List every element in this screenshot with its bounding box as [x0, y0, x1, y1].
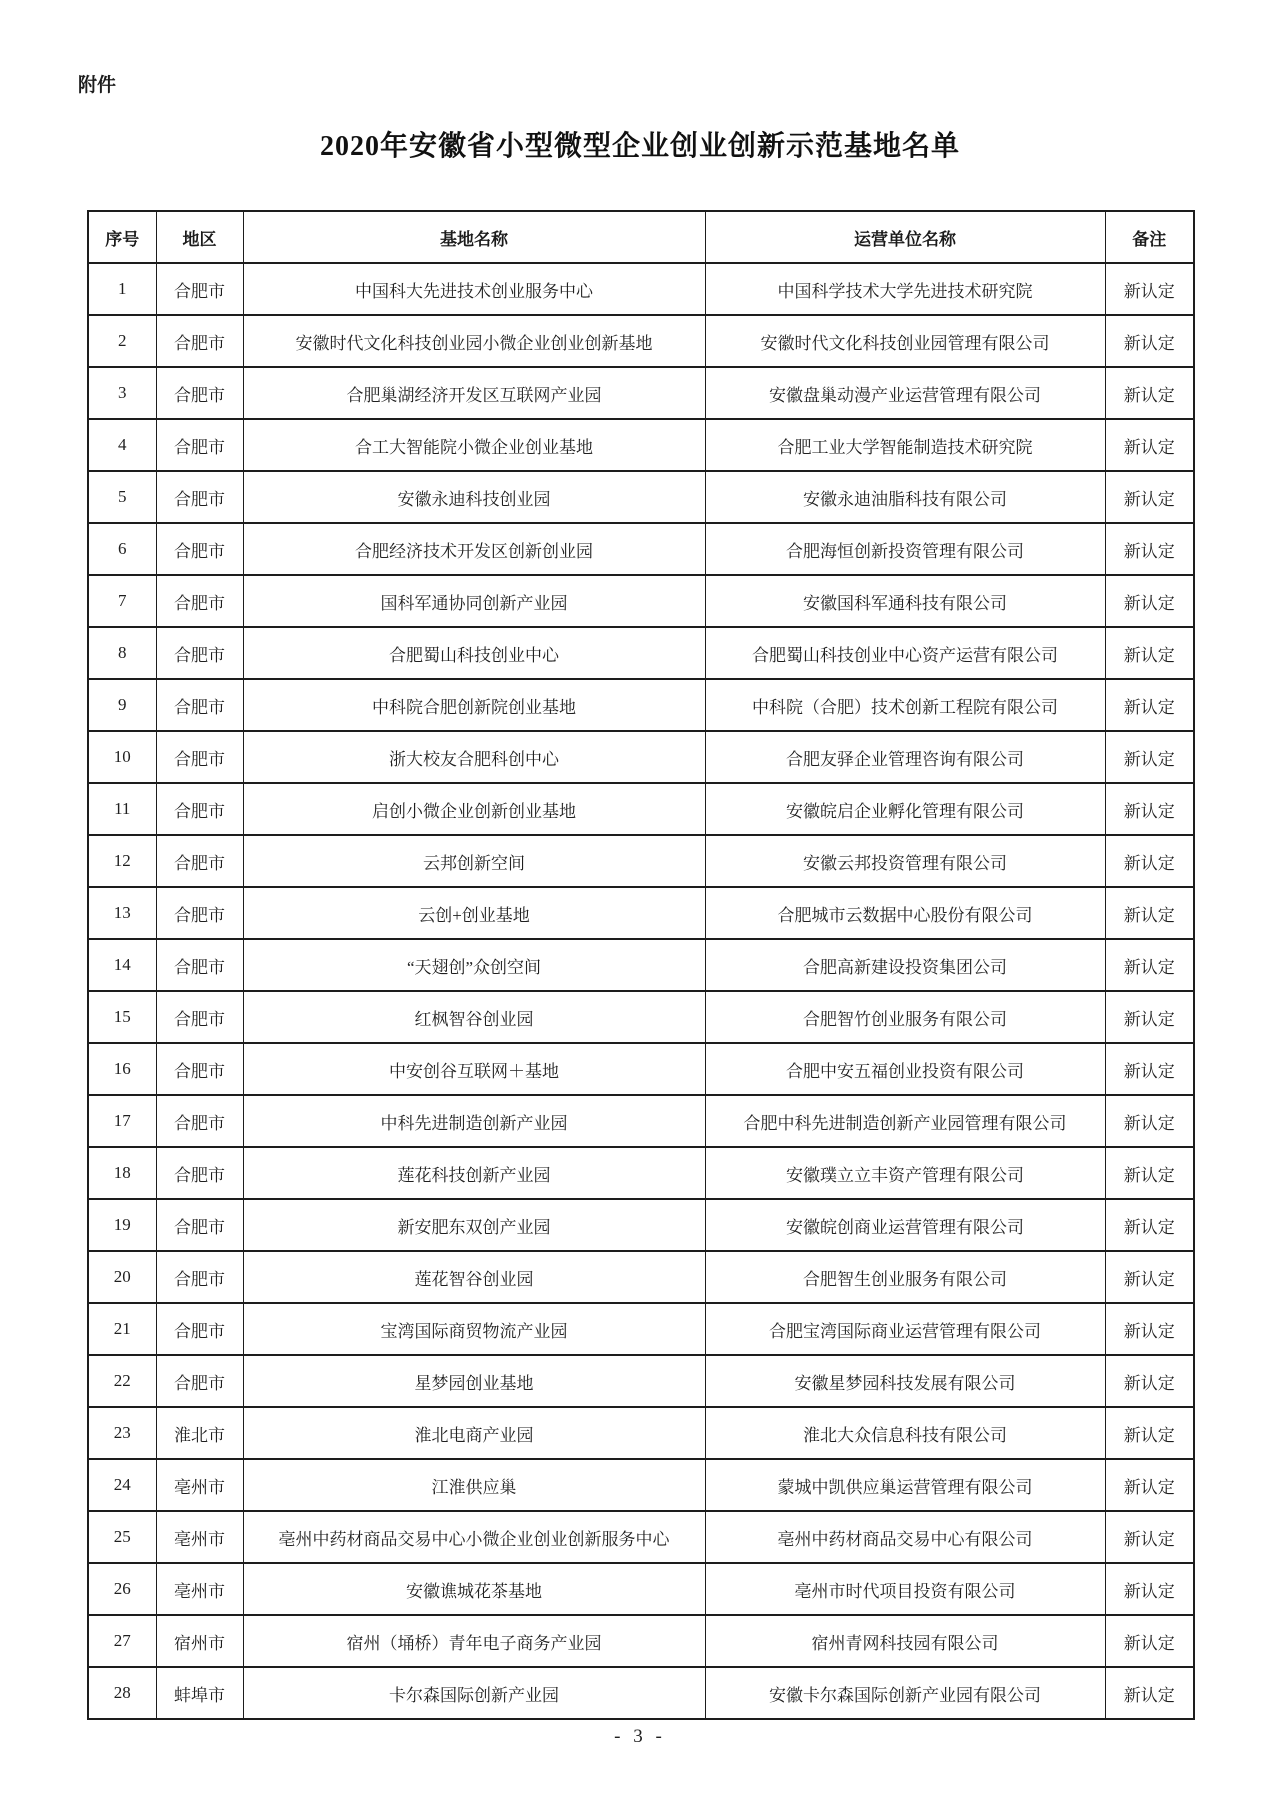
cell-remark: 新认定: [1105, 1459, 1194, 1511]
cell-operator: 安徽永迪油脂科技有限公司: [705, 471, 1105, 523]
cell-base-name: 莲花智谷创业园: [243, 1251, 705, 1303]
cell-base-name: “天翅创”众创空间: [243, 939, 705, 991]
cell-operator: 合肥城市云数据中心股份有限公司: [705, 887, 1105, 939]
cell-region: 合肥市: [156, 991, 243, 1043]
table-row: [88, 1407, 1194, 1459]
cell-remark: 新认定: [1105, 263, 1194, 315]
cell-index: 7: [88, 575, 156, 627]
cell-base-name: 合工大智能院小微企业创业基地: [243, 419, 705, 471]
cell-remark: 新认定: [1105, 1043, 1194, 1095]
table-row: [88, 991, 1194, 1043]
cell-operator: 中科院（合肥）技术创新工程院有限公司: [705, 679, 1105, 731]
cell-operator: 安徽卡尔森国际创新产业园有限公司: [705, 1667, 1105, 1719]
cell-operator: 安徽盘巢动漫产业运营管理有限公司: [705, 367, 1105, 419]
cell-region: 合肥市: [156, 315, 243, 367]
table-row: [88, 1303, 1194, 1355]
cell-region: 合肥市: [156, 1199, 243, 1251]
cell-operator: 合肥智生创业服务有限公司: [705, 1251, 1105, 1303]
header-region: 地区: [156, 211, 243, 263]
cell-operator: 合肥中科先进制造创新产业园管理有限公司: [705, 1095, 1105, 1147]
cell-base-name: 江淮供应巢: [243, 1459, 705, 1511]
cell-index: 21: [88, 1303, 156, 1355]
cell-region: 合肥市: [156, 731, 243, 783]
cell-index: 10: [88, 731, 156, 783]
cell-region: 亳州市: [156, 1511, 243, 1563]
cell-base-name: 合肥经济技术开发区创新创业园: [243, 523, 705, 575]
cell-operator: 安徽国科军通科技有限公司: [705, 575, 1105, 627]
table-row: [88, 1095, 1194, 1147]
cell-index: 17: [88, 1095, 156, 1147]
cell-remark: 新认定: [1105, 627, 1194, 679]
cell-index: 20: [88, 1251, 156, 1303]
table-row: [88, 627, 1194, 679]
cell-index: 19: [88, 1199, 156, 1251]
cell-base-name: 云创+创业基地: [243, 887, 705, 939]
cell-base-name: 莲花科技创新产业园: [243, 1147, 705, 1199]
cell-region: 合肥市: [156, 1303, 243, 1355]
cell-index: 4: [88, 419, 156, 471]
cell-region: 合肥市: [156, 523, 243, 575]
cell-region: 合肥市: [156, 1355, 243, 1407]
cell-index: 23: [88, 1407, 156, 1459]
cell-operator: 安徽时代文化科技创业园管理有限公司: [705, 315, 1105, 367]
cell-base-name: 中科院合肥创新院创业基地: [243, 679, 705, 731]
table-row: [88, 315, 1194, 367]
table-row: [88, 679, 1194, 731]
table-row: [88, 523, 1194, 575]
cell-base-name: 宝湾国际商贸物流产业园: [243, 1303, 705, 1355]
table-row: [88, 1615, 1194, 1667]
cell-operator: 蒙城中凯供应巢运营管理有限公司: [705, 1459, 1105, 1511]
cell-index: 26: [88, 1563, 156, 1615]
cell-index: 16: [88, 1043, 156, 1095]
cell-remark: 新认定: [1105, 575, 1194, 627]
cell-operator: 淮北大众信息科技有限公司: [705, 1407, 1105, 1459]
cell-region: 合肥市: [156, 1043, 243, 1095]
table-row: [88, 263, 1194, 315]
cell-index: 5: [88, 471, 156, 523]
cell-region: 合肥市: [156, 679, 243, 731]
cell-remark: 新认定: [1105, 887, 1194, 939]
cell-remark: 新认定: [1105, 315, 1194, 367]
cell-base-name: 启创小微企业创新创业基地: [243, 783, 705, 835]
cell-index: 6: [88, 523, 156, 575]
cell-index: 24: [88, 1459, 156, 1511]
header-index: 序号: [88, 211, 156, 263]
cell-base-name: 红枫智谷创业园: [243, 991, 705, 1043]
cell-operator: 中国科学技术大学先进技术研究院: [705, 263, 1105, 315]
cell-index: 3: [88, 367, 156, 419]
cell-base-name: 中国科大先进技术创业服务中心: [243, 263, 705, 315]
table-row: [88, 575, 1194, 627]
cell-operator: 亳州中药材商品交易中心有限公司: [705, 1511, 1105, 1563]
cell-remark: 新认定: [1105, 419, 1194, 471]
cell-remark: 新认定: [1105, 1199, 1194, 1251]
base-list-table: [87, 210, 1195, 1720]
cell-base-name: 新安肥东双创产业园: [243, 1199, 705, 1251]
cell-base-name: 中科先进制造创新产业园: [243, 1095, 705, 1147]
header-remark: 备注: [1105, 211, 1194, 263]
cell-index: 27: [88, 1615, 156, 1667]
cell-operator: 安徽云邦投资管理有限公司: [705, 835, 1105, 887]
cell-remark: 新认定: [1105, 1303, 1194, 1355]
cell-operator: 安徽星梦园科技发展有限公司: [705, 1355, 1105, 1407]
cell-base-name: 国科军通协同创新产业园: [243, 575, 705, 627]
cell-operator: 合肥友驿企业管理咨询有限公司: [705, 731, 1105, 783]
cell-operator: 宿州青网科技园有限公司: [705, 1615, 1105, 1667]
cell-index: 1: [88, 263, 156, 315]
cell-operator: 安徽皖启企业孵化管理有限公司: [705, 783, 1105, 835]
table-row: [88, 471, 1194, 523]
cell-base-name: 云邦创新空间: [243, 835, 705, 887]
cell-index: 22: [88, 1355, 156, 1407]
table-row: [88, 783, 1194, 835]
cell-index: 25: [88, 1511, 156, 1563]
cell-remark: 新认定: [1105, 367, 1194, 419]
table-row: [88, 1355, 1194, 1407]
cell-index: 8: [88, 627, 156, 679]
cell-remark: 新认定: [1105, 939, 1194, 991]
cell-operator: 合肥工业大学智能制造技术研究院: [705, 419, 1105, 471]
cell-remark: 新认定: [1105, 1251, 1194, 1303]
table-row: [88, 1459, 1194, 1511]
cell-index: 13: [88, 887, 156, 939]
cell-region: 合肥市: [156, 1147, 243, 1199]
cell-index: 12: [88, 835, 156, 887]
cell-base-name: 中安创谷互联网＋基地: [243, 1043, 705, 1095]
page-number: - 3 -: [614, 1726, 666, 1747]
cell-region: 合肥市: [156, 939, 243, 991]
cell-region: 合肥市: [156, 367, 243, 419]
cell-base-name: 卡尔森国际创新产业园: [243, 1667, 705, 1719]
cell-operator: 安徽皖创商业运营管理有限公司: [705, 1199, 1105, 1251]
cell-operator: 亳州市时代项目投资有限公司: [705, 1563, 1105, 1615]
cell-remark: 新认定: [1105, 835, 1194, 887]
cell-region: 合肥市: [156, 263, 243, 315]
cell-base-name: 宿州（埇桥）青年电子商务产业园: [243, 1615, 705, 1667]
cell-index: 14: [88, 939, 156, 991]
attachment-label: 附件: [78, 74, 117, 96]
cell-operator: 合肥智竹创业服务有限公司: [705, 991, 1105, 1043]
cell-remark: 新认定: [1105, 1407, 1194, 1459]
cell-operator: 合肥蜀山科技创业中心资产运营有限公司: [705, 627, 1105, 679]
cell-region: 合肥市: [156, 835, 243, 887]
cell-remark: 新认定: [1105, 523, 1194, 575]
table-row: [88, 1511, 1194, 1563]
cell-region: 淮北市: [156, 1407, 243, 1459]
cell-base-name: 淮北电商产业园: [243, 1407, 705, 1459]
cell-operator: 合肥中安五福创业投资有限公司: [705, 1043, 1105, 1095]
cell-region: 亳州市: [156, 1459, 243, 1511]
cell-region: 合肥市: [156, 783, 243, 835]
cell-index: 28: [88, 1667, 156, 1719]
cell-remark: 新认定: [1105, 1667, 1194, 1719]
cell-region: 蚌埠市: [156, 1667, 243, 1719]
cell-region: 合肥市: [156, 575, 243, 627]
cell-remark: 新认定: [1105, 1355, 1194, 1407]
table-row: [88, 1043, 1194, 1095]
cell-region: 合肥市: [156, 1095, 243, 1147]
cell-region: 宿州市: [156, 1615, 243, 1667]
cell-index: 9: [88, 679, 156, 731]
cell-operator: 安徽璞立立丰资产管理有限公司: [705, 1147, 1105, 1199]
cell-operator: 合肥海恒创新投资管理有限公司: [705, 523, 1105, 575]
cell-region: 合肥市: [156, 887, 243, 939]
cell-base-name: 安徽谯城花茶基地: [243, 1563, 705, 1615]
table-header-row: [88, 211, 1194, 263]
cell-remark: 新认定: [1105, 991, 1194, 1043]
cell-operator: 合肥宝湾国际商业运营管理有限公司: [705, 1303, 1105, 1355]
cell-remark: 新认定: [1105, 1095, 1194, 1147]
table-row: [88, 1251, 1194, 1303]
cell-base-name: 合肥蜀山科技创业中心: [243, 627, 705, 679]
table-row: [88, 1667, 1194, 1719]
cell-operator: 合肥高新建设投资集团公司: [705, 939, 1105, 991]
table-row: [88, 1147, 1194, 1199]
table-row: [88, 419, 1194, 471]
page-title: 2020年安徽省小型微型企业创业创新示范基地名单: [319, 131, 960, 162]
cell-region: 合肥市: [156, 419, 243, 471]
cell-remark: 新认定: [1105, 1615, 1194, 1667]
cell-base-name: 安徽时代文化科技创业园小微企业创业创新基地: [243, 315, 705, 367]
table-row: [88, 1563, 1194, 1615]
table-row: [88, 939, 1194, 991]
cell-region: 亳州市: [156, 1563, 243, 1615]
cell-remark: 新认定: [1105, 1511, 1194, 1563]
cell-base-name: 亳州中药材商品交易中心小微企业创业创新服务中心: [243, 1511, 705, 1563]
cell-remark: 新认定: [1105, 1147, 1194, 1199]
table-row: [88, 731, 1194, 783]
cell-remark: 新认定: [1105, 471, 1194, 523]
cell-index: 15: [88, 991, 156, 1043]
table-row: [88, 1199, 1194, 1251]
cell-base-name: 安徽永迪科技创业园: [243, 471, 705, 523]
cell-index: 18: [88, 1147, 156, 1199]
cell-remark: 新认定: [1105, 783, 1194, 835]
cell-base-name: 合肥巢湖经济开发区互联网产业园: [243, 367, 705, 419]
cell-remark: 新认定: [1105, 1563, 1194, 1615]
cell-region: 合肥市: [156, 627, 243, 679]
table-row: [88, 887, 1194, 939]
cell-remark: 新认定: [1105, 679, 1194, 731]
table-row: [88, 367, 1194, 419]
table-row: [88, 835, 1194, 887]
header-base-name: 基地名称: [243, 211, 705, 263]
cell-region: 合肥市: [156, 471, 243, 523]
cell-base-name: 星梦园创业基地: [243, 1355, 705, 1407]
cell-index: 11: [88, 783, 156, 835]
header-operator: 运营单位名称: [705, 211, 1105, 263]
cell-index: 2: [88, 315, 156, 367]
cell-remark: 新认定: [1105, 731, 1194, 783]
cell-region: 合肥市: [156, 1251, 243, 1303]
cell-base-name: 浙大校友合肥科创中心: [243, 731, 705, 783]
